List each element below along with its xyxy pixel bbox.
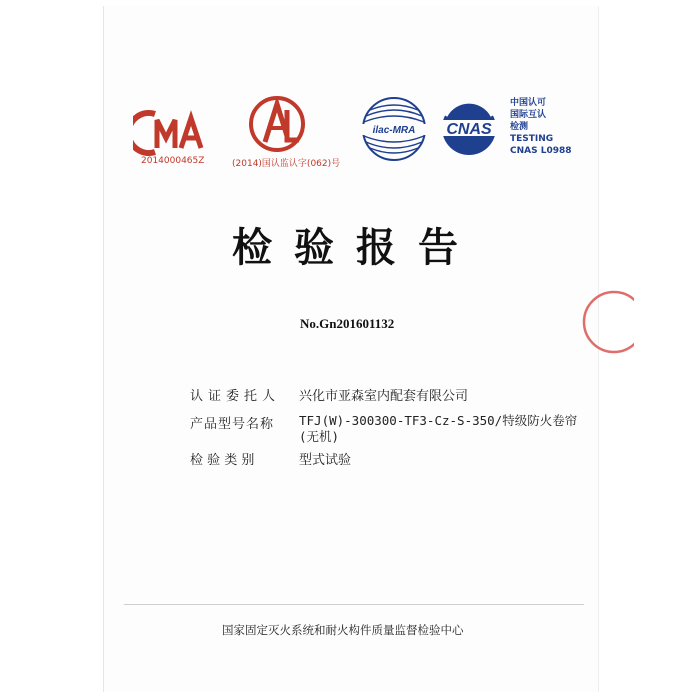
cal-logo bbox=[247, 94, 307, 154]
model-label: 产品型号名称 bbox=[190, 417, 275, 432]
type-value: 型式试验 bbox=[299, 453, 352, 468]
cnas-text: 中国认可 国际互认 检测 TESTING CNAS L0988 bbox=[510, 98, 572, 156]
client-label: 认证委托人 bbox=[190, 389, 281, 404]
issuing-organization: 国家固定灭火系统和耐火构件质量监督检验中心 bbox=[222, 623, 464, 637]
footer-divider bbox=[124, 604, 584, 605]
cal-number: (2014)国认监认字(062)号 bbox=[232, 159, 341, 169]
type-label: 检 验 类 别 bbox=[190, 453, 255, 468]
report-number: No.Gn201601132 bbox=[300, 316, 395, 331]
cnas-logo bbox=[432, 98, 506, 158]
svg-text:ilac-MRA: ilac-MRA bbox=[372, 125, 416, 136]
cma-number: 2014000465Z bbox=[141, 156, 205, 166]
cma-logo bbox=[133, 108, 207, 158]
client-value: 兴化市亚森室内配套有限公司 bbox=[299, 389, 469, 404]
model-value-line2: (无机) bbox=[299, 429, 340, 444]
model-value-line1: TFJ(W)-300300-TF3-Cz-S-350/特级防火卷帘 bbox=[299, 413, 578, 428]
report-title: 检验报告 bbox=[232, 225, 480, 271]
ilac-mra-logo bbox=[358, 96, 430, 162]
svg-text:CNAS: CNAS bbox=[446, 121, 492, 138]
red-seal-fragment bbox=[574, 282, 634, 362]
